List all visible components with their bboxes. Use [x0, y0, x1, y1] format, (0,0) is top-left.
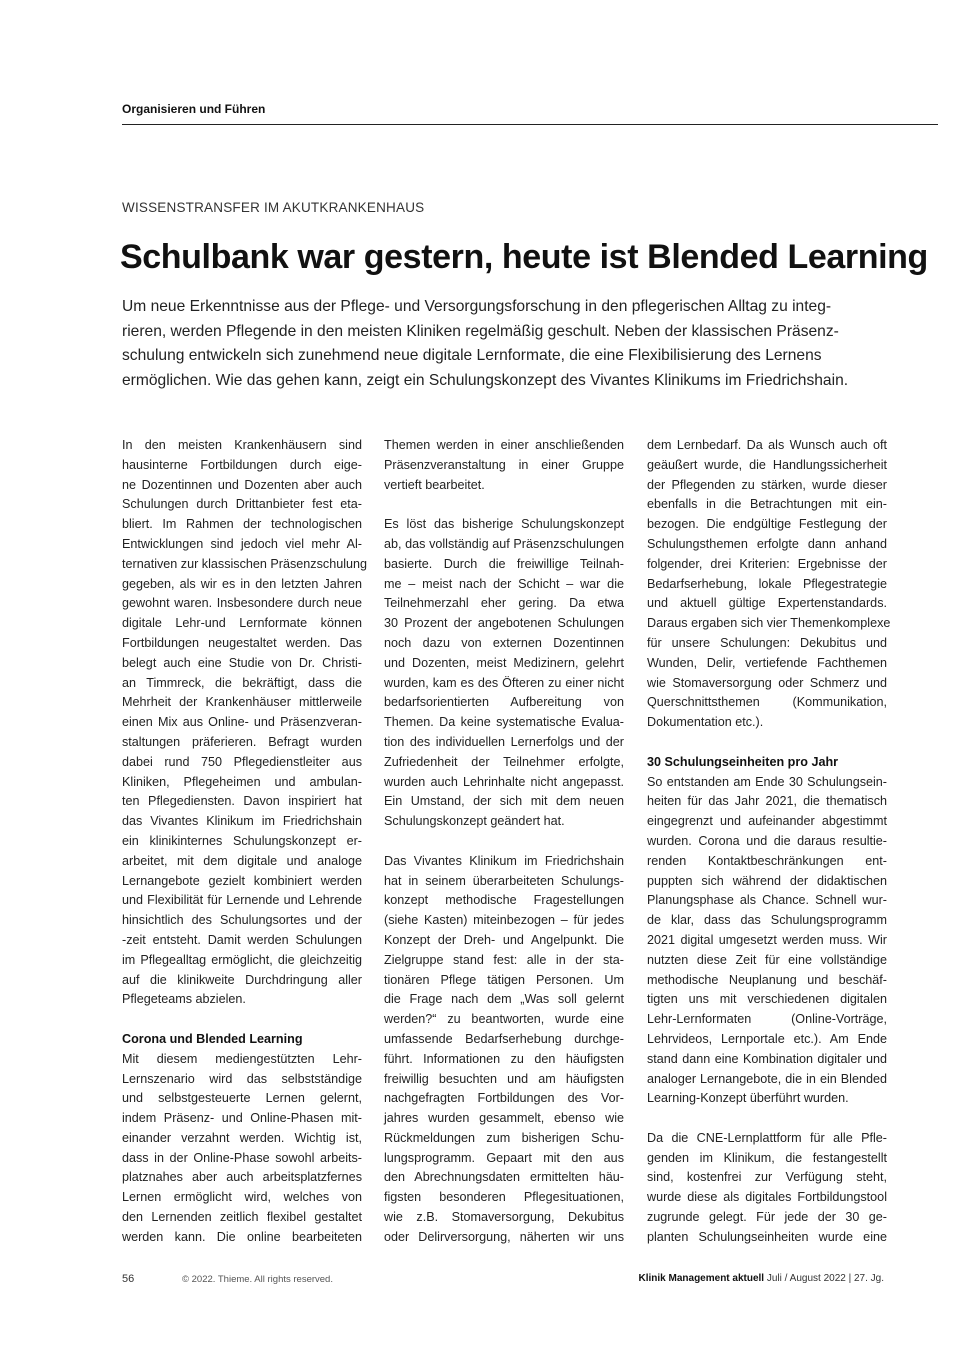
text-line: wurde diese als digitales Fortbildungstool — [647, 1190, 887, 1205]
text-line: zugrunde gelegt. Für jede der 30 ge- — [647, 1210, 887, 1225]
text-line: bezogen. Die endgültige Festlegung der — [647, 517, 887, 532]
text-line: für unsere Schulungen: Dekubitus und — [647, 635, 887, 650]
text-line: Querschnittsthemen (Kommunikation, — [647, 695, 887, 710]
text-line: und Dozenten, meist Medizinern, gelehrt — [384, 655, 624, 670]
text-line: renden Kontaktbeschränkungen ent- — [647, 853, 887, 868]
text-line: hat in seinem überarbeiteten Schulungs- — [384, 873, 624, 888]
journal-issue: Juli / August 2022 | 27. Jg. — [766, 1273, 884, 1284]
text-line: 2021 digital umgesetzt werden muss. Wir — [647, 932, 887, 947]
text-line: an Timmreck, die bekräftigt, dass die — [122, 675, 362, 690]
text-line: gegeben, als wir es in den letzten Jahren — [122, 576, 362, 591]
text-line: bliert. Im Rahmen der technologischen — [122, 517, 362, 532]
text-line: Zielgruppe stand fest: alle in der sta- — [384, 952, 624, 967]
section-label: Organisieren und Führen — [122, 102, 266, 116]
text-line: den Abrechnungsdaten ermittelten häu- — [384, 1170, 624, 1185]
body-column-1 — [122, 436, 368, 1248]
text-line: hinsichtlich des Schulungsortes und der — [122, 913, 362, 928]
article-lead — [122, 295, 892, 393]
text-line: dass in der Online-Phase sowohl arbeits- — [122, 1150, 362, 1165]
text-line: nutzten diese Zeit für eine vollständige — [647, 952, 887, 967]
text-line: heiten für das Jahr 2021, die thematisch — [647, 794, 887, 809]
text-line: einander verzahnt werden. Wichtig ist, — [122, 1130, 362, 1145]
text-line: nachgefragten Fortbildungen des Vor- — [384, 1091, 624, 1106]
text-line: Lehrvideos, Lernportale etc.). Am Ende — [647, 1031, 887, 1046]
paragraph-gap — [647, 733, 887, 753]
text-line: Präsenzveranstaltung in einer Gruppe — [384, 457, 624, 472]
text-line: folgender, drei Kriterien: Ergebnisse der — [647, 556, 887, 571]
text-line: Das Vivantes Klinikum im Friedrichshain — [384, 853, 624, 868]
text-line: Dokumentation etc.). — [647, 715, 764, 730]
text-line: platznahes aber auch arbeitsplatzfernes — [122, 1170, 362, 1185]
text-line: bedarfsorientierten Aufbereitung von — [384, 695, 624, 710]
text-line: Zufriedenheit der Teilnehmer erfolgte, — [384, 754, 624, 769]
journal-name: Klinik Management aktuell — [638, 1273, 765, 1284]
text-line: Bedarfserhebung, lokale Pflegestrategie — [647, 576, 887, 591]
text-line: Lernangebote gezielt kombiniert werden — [122, 873, 362, 888]
text-line: planten Schulungseinheiten wurde eine — [647, 1229, 887, 1244]
text-line: puppten sich während der didaktischen — [647, 873, 887, 888]
page-number: 56 — [122, 1273, 135, 1285]
paragraph-gap — [647, 1109, 887, 1129]
text-line: umfassende Bedarfserhebung durchge- — [384, 1031, 624, 1046]
text-line: me – meist nach der Schicht – war die — [384, 576, 624, 591]
text-line: wie Stomaversorgung oder Schmerz und — [647, 675, 887, 690]
lead-line: rieren, werden Pflegende in den meisten Kliniken regelmäßig geschult. Neben der klassischen Präsenz- — [122, 322, 839, 340]
lead-line: Um neue Erkenntnisse aus der Pflege- und Versorgungsforschung in den pflegerischen Alltag zu integ- — [122, 298, 832, 315]
text-line: tigten uns mit verschiedenen digitalen — [647, 992, 887, 1007]
text-line: figsten besonderen Pflegesituationen, — [384, 1190, 624, 1205]
text-line: Teilnehmerzahl eher gering. Da etwa — [384, 596, 624, 611]
text-line: ebenfalls in die Betrachtungen mit ein- — [647, 497, 887, 512]
text-line: und selbstgesteuerte Lernen gelernt, — [122, 1091, 362, 1106]
text-line: gewohnt waren. Insbesondere durch neue — [122, 596, 362, 611]
text-line: Ein Umstand, der sich mit dem neuen — [384, 794, 624, 809]
article-kicker: WISSENSTRANSFER IM AKUTKRANKENHAUS — [122, 200, 425, 215]
text-line: Daraus ergaben sich vier Themenkomplexe — [647, 616, 891, 631]
text-line: wurden auch Lehrinhalte nicht angepasst. — [384, 774, 624, 789]
text-line: Entwicklungen sind jedoch viel mehr Al- — [122, 536, 362, 551]
text-line: (siehe Kasten) miteinbezogen – für jedes — [384, 913, 624, 928]
text-line: Themen. Da keine systematische Evalua- — [384, 715, 624, 730]
text-line: Kliniken, Pflegeheimen und ambulan- — [122, 774, 362, 789]
text-line: Mit diesem mediengestützten Lehr- — [122, 1051, 362, 1066]
text-line: stand dann eine Kombination digitaler und — [647, 1051, 887, 1066]
text-line: In den meisten Krankenhäusern sind — [122, 438, 362, 452]
text-line: Pflegeteams abzielen. — [122, 992, 246, 1007]
text-line: So entstanden am Ende 30 Schulungsein- — [647, 774, 887, 789]
copyright-notice: © 2022. Thieme. All rights reserved. — [182, 1274, 333, 1285]
text-line: Wunden, Delir, vertiefende Fachthemen — [647, 655, 887, 670]
text-line: wurden, kam es des Öfteren zu einer nicht — [384, 675, 624, 690]
text-line: digitale Lehr-und Lernformate können — [122, 616, 362, 631]
text-line: im Pflegealltag ermöglicht, die gleichzeitig — [122, 952, 362, 967]
text-line: Es löst das bisherige Schulungskonzept — [384, 517, 624, 532]
text-line: auf die klinikweite Durchdringung aller — [122, 972, 362, 987]
subheading: Corona und Blended Learning — [122, 1031, 303, 1046]
text-line: Learning-Konzept überführt wurden. — [647, 1091, 849, 1106]
text-line: Lernszenario wird das selbstständige — [122, 1071, 362, 1086]
text-line: werden?“ zu beantworten, wurde eine — [384, 1012, 624, 1027]
text-line: vertieft bearbeitet. — [384, 477, 485, 492]
text-line: analoger Lernangebote, die in ein Blended — [647, 1071, 887, 1086]
text-line: ternativen zur klassischen Präsenzschulung — [122, 556, 368, 571]
text-line: noch dazu von externen Dozentinnen — [384, 635, 624, 650]
text-line: Rückmeldungen zum bisherigen Schu- — [384, 1130, 624, 1145]
text-line: den Lernenden zeitlich flexibel gestaltet — [122, 1210, 362, 1225]
header-divider — [122, 124, 938, 125]
paragraph-gap — [122, 1010, 362, 1030]
paragraph-gap — [384, 495, 624, 515]
text-line: 30 Prozent der angebotenen Schulungen — [384, 616, 624, 631]
text-line: -zeit entsteht. Damit werden Schulungen — [122, 932, 362, 947]
article-title: Schulbank war gestern, heute ist Blended Learning — [120, 238, 928, 276]
text-line: geäußert wurde, die Handlungssicherheit — [647, 457, 887, 472]
subheading: 30 Schulungseinheiten pro Jahr — [647, 754, 839, 769]
text-line: jahres wurden gesammelt, ebenso wie — [384, 1111, 624, 1126]
text-line: einen Mix aus Online- und Präsenzveran- — [122, 715, 362, 730]
text-line: freiwillig besuchten und am häufigsten — [384, 1071, 624, 1086]
text-line: dem Lernbedarf. Da als Wunsch auch oft — [647, 438, 887, 452]
text-line: werden kann. Die online bearbeiteten — [122, 1229, 362, 1244]
text-line: ab, das vollständig auf Präsenzschulungen — [384, 536, 624, 551]
text-line: methodische Neuplanung und beschäf- — [647, 972, 887, 987]
lead-line: ermöglichen. Wie das gehen kann, zeigt ein Schulungskonzept des Vivantes Klinikums im Friedrichshain. — [122, 371, 849, 389]
body-column-2 — [384, 436, 624, 1248]
text-line: Planungsphase als Chance. Schnell wur- — [647, 893, 887, 908]
text-line: ein klinikinternes Schulungskonzept er- — [122, 833, 362, 848]
text-line: tionären Pflege tätigen Personen. Um — [384, 972, 624, 987]
text-line: Da die CNE-Lernplattform für alle Pfle- — [647, 1130, 887, 1145]
text-line: Schulungsthemen erfolgte dann anhand — [647, 536, 887, 551]
text-line: Themen werden in einer anschließenden — [384, 438, 624, 452]
text-line: indem Präsenz- und Online-Phasen mit- — [122, 1111, 362, 1126]
journal-info — [639, 1273, 885, 1284]
text-line: führt. Informationen zu den häufigsten — [384, 1051, 624, 1066]
text-line: Lehr-Lernformaten (Online-Vorträge, — [647, 1012, 887, 1027]
text-line: lungsprogramm. Gepaart mit den aus — [384, 1150, 624, 1165]
lead-line: schulung entwickeln sich zunehmend neue digitale Lernformate, die eine Flexibilisierung des Lernens — [122, 347, 822, 365]
body-column-3 — [647, 436, 891, 1248]
text-line: wurden. Corona und die daraus resultie- — [647, 833, 887, 848]
text-line: und aktuell gültige Expertenstandards. — [647, 596, 887, 611]
text-line: Fortbildungen neugestaltet werden. Das — [122, 635, 362, 650]
paragraph-gap — [384, 832, 624, 852]
text-line: eingegrenzt und aufeinander abgestimmt — [647, 814, 887, 829]
text-line: oder Delirversorgung, näherten wir uns — [384, 1229, 624, 1244]
text-line: und Flexibilität für Lernende und Lehrende — [122, 893, 362, 908]
text-line: de klar, dass das Schulungsprogramm — [647, 913, 887, 928]
text-line: genden im Klinikum, die festangestellt — [647, 1150, 887, 1165]
text-line: das Vivantes Klinikum im Friedrichshain — [122, 814, 362, 829]
text-line: die Frage nach dem „Was soll gelernt — [384, 992, 624, 1007]
text-line: basierte. Durch die freiwillige Teilnah- — [384, 556, 624, 571]
text-line: sind, kostenfrei zur Verfügung steht, — [647, 1170, 887, 1185]
text-line: konzept methodische Fragestellungen — [384, 893, 624, 908]
text-line: wie z.B. Stomaversorgung, Dekubitus — [384, 1210, 624, 1225]
text-line: Schulungskonzept geändert hat. — [384, 814, 565, 829]
text-line: Mehrheit der Krankenhäuser mittlerweile — [122, 695, 362, 710]
text-line: belegt auch eine Studie von Dr. Christi- — [122, 655, 362, 670]
text-line: dabei rund 750 Pflegedienstleiter aus — [122, 754, 362, 769]
text-line: Konzept der Dreh- und Angelpunkt. Die — [384, 932, 624, 947]
text-line: Schulungen durch Drittanbieter fest eta- — [122, 497, 362, 512]
text-line: hausinterne Fortbildungen durch eige- — [122, 457, 362, 472]
text-line: der Pflegenden zu stärken, wurde dieser — [647, 477, 887, 492]
text-line: tion des individuellen Lernerfolgs und der — [384, 734, 624, 749]
text-line: Lernen ermöglicht wird, welches von — [122, 1190, 362, 1205]
text-line: ne Dozentinnen und Dozenten aber auch — [122, 477, 362, 492]
text-line: ten Pflegediensten. Davon inspiriert hat — [122, 794, 362, 809]
text-line: staltungen präferieren. Befragt wurden — [122, 734, 362, 749]
text-line: arbeitet, mit dem digitale und analoge — [122, 853, 362, 868]
